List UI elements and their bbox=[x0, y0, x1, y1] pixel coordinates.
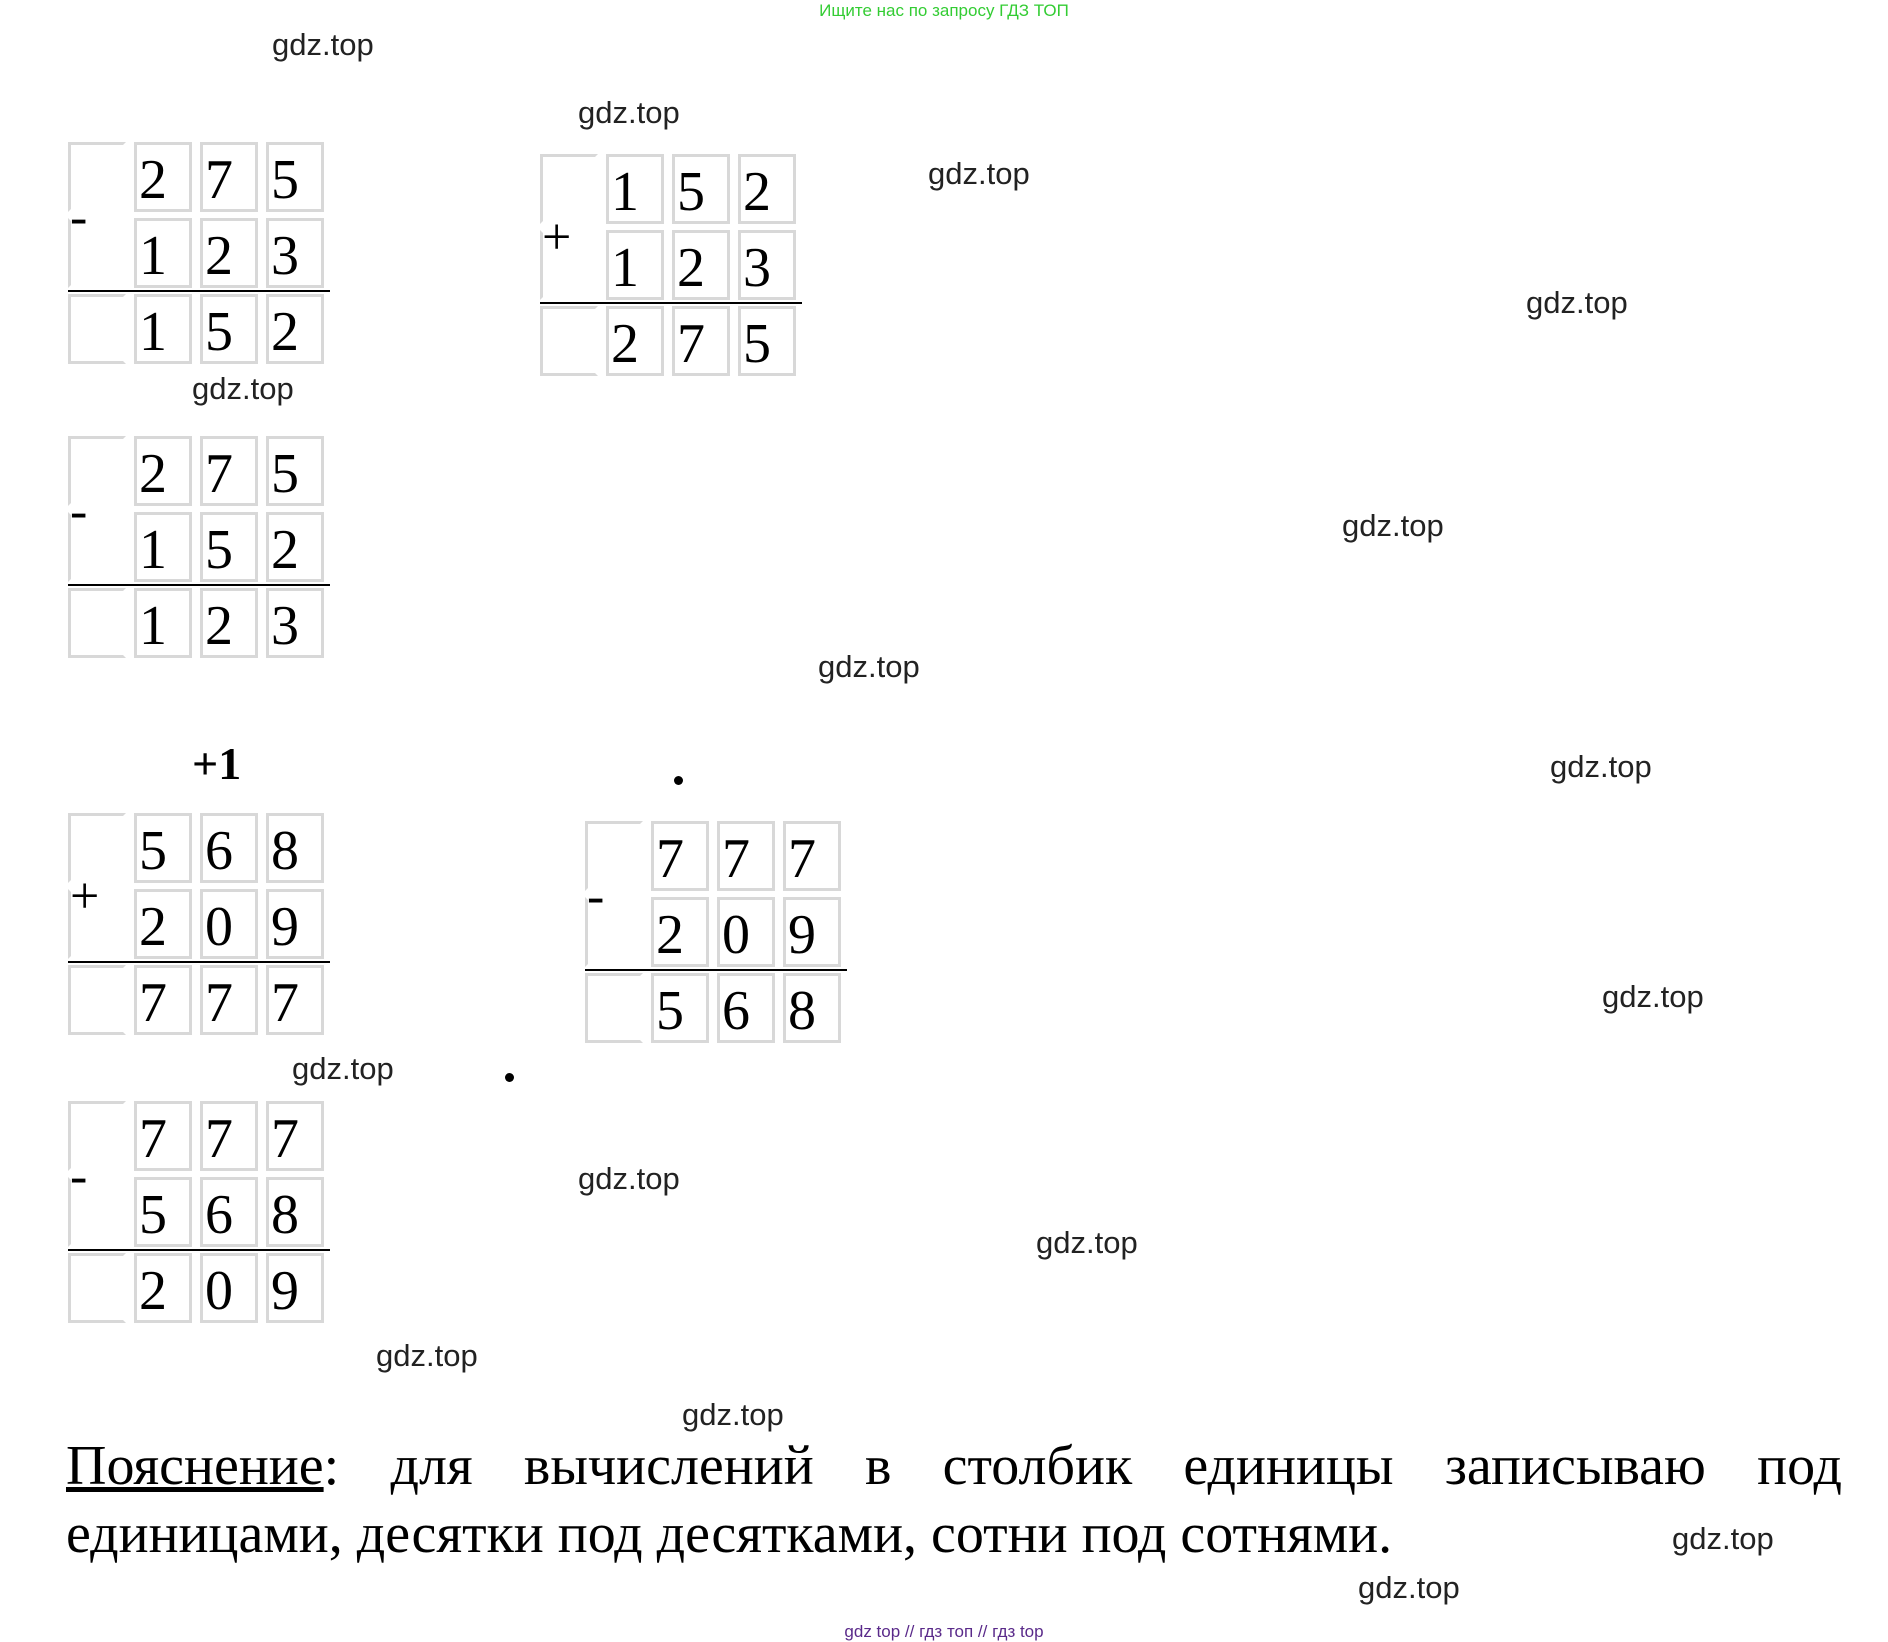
digit-cell: 8 bbox=[266, 813, 324, 883]
grid-cell bbox=[68, 965, 126, 1035]
top-banner: Ищите нас по запросу ГДЗ ТОП bbox=[819, 1, 1069, 20]
dot-mark bbox=[505, 1073, 514, 1082]
digit-cell: 6 bbox=[200, 813, 258, 883]
watermark: gdz.top bbox=[1672, 1521, 1774, 1556]
digit-cell: 9 bbox=[266, 889, 324, 959]
watermark: gdz.top bbox=[292, 1051, 394, 1086]
watermark: gdz.top bbox=[578, 1161, 680, 1196]
digit-cell: 3 bbox=[266, 588, 324, 658]
sum-rule bbox=[585, 969, 847, 971]
digit-cell: 0 bbox=[200, 1253, 258, 1323]
digit-cell: 7 bbox=[134, 1101, 192, 1171]
watermark: gdz.top bbox=[1036, 1225, 1138, 1260]
digit-cell: 5 bbox=[134, 1177, 192, 1247]
digit-cell: 7 bbox=[672, 306, 730, 376]
digit-cell: 5 bbox=[738, 306, 796, 376]
digit-cell: 1 bbox=[606, 230, 664, 300]
watermark: gdz.top bbox=[1342, 508, 1444, 543]
digit-cell: 1 bbox=[606, 154, 664, 224]
digit-cell: 7 bbox=[651, 821, 709, 891]
column-sum bbox=[68, 436, 330, 664]
grid-cell bbox=[68, 588, 126, 658]
grid-cell bbox=[540, 306, 598, 376]
explanation-text: : для вычислений в столбик единицы записываю под единицами, десятки под десятками, сотни под сотнями. bbox=[66, 1435, 1842, 1565]
watermark: gdz.top bbox=[928, 156, 1030, 191]
plus-sign: + bbox=[542, 209, 572, 266]
digit-cell: 7 bbox=[200, 965, 258, 1035]
footer-links: gdz top // гдз топ // гдз top bbox=[844, 1622, 1044, 1641]
column-sum bbox=[68, 1101, 330, 1329]
digit-cell: 5 bbox=[200, 294, 258, 364]
watermark: gdz.top bbox=[1602, 979, 1704, 1014]
sum-rule bbox=[68, 290, 330, 292]
column-sum bbox=[540, 154, 802, 382]
digit-cell: 5 bbox=[266, 142, 324, 212]
sum-rule bbox=[68, 1249, 330, 1251]
sum-rule bbox=[68, 961, 330, 963]
digit-cell: 2 bbox=[606, 306, 664, 376]
digit-cell: 0 bbox=[717, 897, 775, 967]
digit-cell: 2 bbox=[134, 889, 192, 959]
digit-cell: 1 bbox=[134, 218, 192, 288]
digit-cell: 5 bbox=[200, 512, 258, 582]
digit-cell: 2 bbox=[266, 294, 324, 364]
digit-cell: 7 bbox=[200, 436, 258, 506]
column-sum bbox=[68, 738, 330, 1041]
digit-cell: 5 bbox=[266, 436, 324, 506]
digit-cell: 2 bbox=[651, 897, 709, 967]
digit-cell: 1 bbox=[134, 294, 192, 364]
digit-cell: 1 bbox=[134, 588, 192, 658]
watermark: gdz.top bbox=[376, 1338, 478, 1373]
watermark: gdz.top bbox=[1526, 285, 1628, 320]
watermark: gdz.top bbox=[1550, 749, 1652, 784]
digit-cell: 7 bbox=[134, 965, 192, 1035]
explanation bbox=[66, 1432, 1842, 1568]
watermark: gdz.top bbox=[272, 27, 374, 62]
digit-cell: 3 bbox=[266, 218, 324, 288]
sum-rule bbox=[68, 584, 330, 586]
digit-cell: 9 bbox=[266, 1253, 324, 1323]
digit-cell: 8 bbox=[783, 973, 841, 1043]
grid-cell bbox=[68, 1253, 126, 1323]
digit-cell: 2 bbox=[134, 436, 192, 506]
digit-cell: 7 bbox=[717, 821, 775, 891]
watermark: gdz.top bbox=[192, 371, 294, 406]
column-sum bbox=[585, 821, 847, 1049]
digit-cell: 8 bbox=[266, 1177, 324, 1247]
minus-sign: - bbox=[70, 483, 88, 540]
digit-cell: 2 bbox=[134, 1253, 192, 1323]
plus-sign: + bbox=[70, 868, 100, 925]
digit-cell: 7 bbox=[200, 1101, 258, 1171]
dot-mark bbox=[674, 776, 683, 785]
digit-cell: 2 bbox=[134, 142, 192, 212]
minus-sign: - bbox=[70, 1148, 88, 1205]
digit-cell: 7 bbox=[266, 1101, 324, 1171]
digit-cell: 5 bbox=[134, 813, 192, 883]
digit-cell: 6 bbox=[717, 973, 775, 1043]
digit-cell: 2 bbox=[200, 218, 258, 288]
minus-sign: - bbox=[70, 189, 88, 246]
watermark: gdz.top bbox=[818, 649, 920, 684]
column-sum bbox=[68, 142, 330, 370]
grid-cell bbox=[68, 294, 126, 364]
digit-cell: 5 bbox=[651, 973, 709, 1043]
carry-mark: +1 bbox=[192, 738, 242, 789]
digit-cell: 3 bbox=[738, 230, 796, 300]
explanation-lead: Пояснение bbox=[66, 1435, 324, 1497]
watermark: gdz.top bbox=[682, 1397, 784, 1432]
digit-cell: 7 bbox=[200, 142, 258, 212]
sum-rule bbox=[540, 302, 802, 304]
digit-cell: 7 bbox=[783, 821, 841, 891]
watermark: gdz.top bbox=[578, 95, 680, 130]
digit-cell: 0 bbox=[200, 889, 258, 959]
digit-cell: 2 bbox=[672, 230, 730, 300]
digit-cell: 9 bbox=[783, 897, 841, 967]
digit-cell: 2 bbox=[738, 154, 796, 224]
digit-cell: 6 bbox=[200, 1177, 258, 1247]
digit-cell: 2 bbox=[266, 512, 324, 582]
watermark: gdz.top bbox=[1358, 1570, 1460, 1605]
grid-cell bbox=[585, 973, 643, 1043]
digit-cell: 2 bbox=[200, 588, 258, 658]
minus-sign: - bbox=[587, 868, 605, 925]
digit-cell: 5 bbox=[672, 154, 730, 224]
digit-cell: 1 bbox=[134, 512, 192, 582]
digit-cell: 7 bbox=[266, 965, 324, 1035]
